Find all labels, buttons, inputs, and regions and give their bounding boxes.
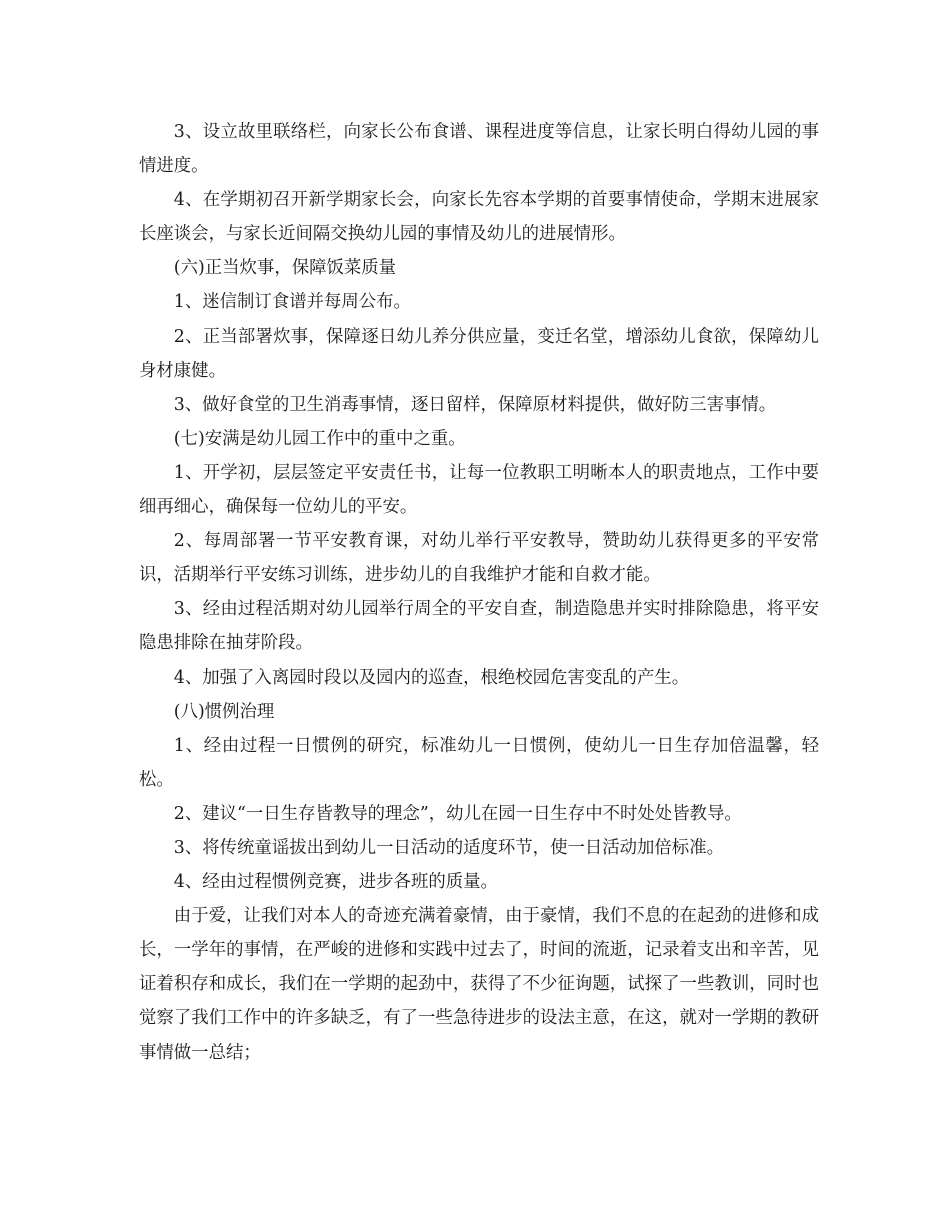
paragraph-nursery-rhymes: 3、将传统童谣拔出到幼儿一日活动的适度环节，使一日活动加倍标准。: [173, 837, 724, 858]
paragraph-canteen-hygiene: 3、做好食堂的卫生消毒事情，逐日留样，保障原材料提供，做好防三害事情。: [173, 394, 777, 415]
document-body: [139, 115, 819, 1070]
paragraph-daily-routine: 1、经由过程一日惯例的研究，标准幼儿一日惯例，使幼儿一日生存加倍温馨，轻松。: [139, 735, 819, 790]
paragraph-summary: 由于爱，让我们对本人的奇迹充满着豪情，由于豪情，我们不息的在起劲的进修和成长，一学年的事情，在严峻的进修和实践中过去了，时间的流逝，记录着支出和辛苦，见证着积存和成长，我们在一学期的起劲中，获得了不少征询题，试探了一些教训，同时也觉察了我们工作中的许多缺乏，有了一些急待进步的设法主意，在这，就对一学期的教研事情做一总结；: [139, 906, 819, 1063]
paragraph-parent-meeting: 4、在学期初召开新学期家长会，向家长先容本学期的首要事情使命，学期末进展家长座谈会，与家长近间隔交换幼儿园的事情及幼儿的进展情形。: [139, 190, 819, 245]
section-heading-safety: (七)安满是幼儿园工作中的重中之重。: [173, 428, 466, 449]
section-heading-routine: (八)惯例治理: [173, 701, 275, 722]
paragraph-parent-contact-board: 3、设立故里联络栏，向家长公布食谱、课程进度等信息，让家长明白得幼儿园的事情进度。: [139, 122, 819, 177]
paragraph-patrol: 4、加强了入离园时段以及园内的巡查，根绝校园危害变乱的产生。: [173, 667, 690, 688]
paragraph-education-concept: 2、建议“一日生存皆教导的理念”，幼儿在园一日生存中不时处处皆教导。: [173, 803, 742, 824]
paragraph-menu-publish: 1、迷信制订食谱并每周公布。: [173, 292, 411, 313]
paragraph-meal-arrangement: 2、正当部署炊事，保障逐日幼儿养分供应量，变迁名堂，增添幼儿食欲，保障幼儿身材康健。: [139, 326, 819, 381]
paragraph-safety-responsibility: 1、开学初，层层签定平安责任书，让每一位教职工明晰本人的职责地点，工作中要细再细心，确保每一位幼儿的平安。: [139, 462, 819, 518]
section-heading-meals: (六)正当炊事，保障饭菜质量: [173, 258, 397, 279]
paragraph-safety-inspection: 3、经由过程活期对幼儿园举行周全的平安自查，制造隐患并实时排除隐患，将平安隐患排除在抽芽阶段。: [139, 599, 819, 654]
paragraph-safety-education: 2、每周部署一节平安教育课，对幼儿举行平安教导，赞助幼儿获得更多的平安常识，活期举行平安练习训练，进步幼儿的自我维护才能和自救才能。: [139, 531, 819, 586]
paragraph-routine-competition: 4、经由过程惯例竞赛，进步各班的质量。: [173, 872, 498, 893]
